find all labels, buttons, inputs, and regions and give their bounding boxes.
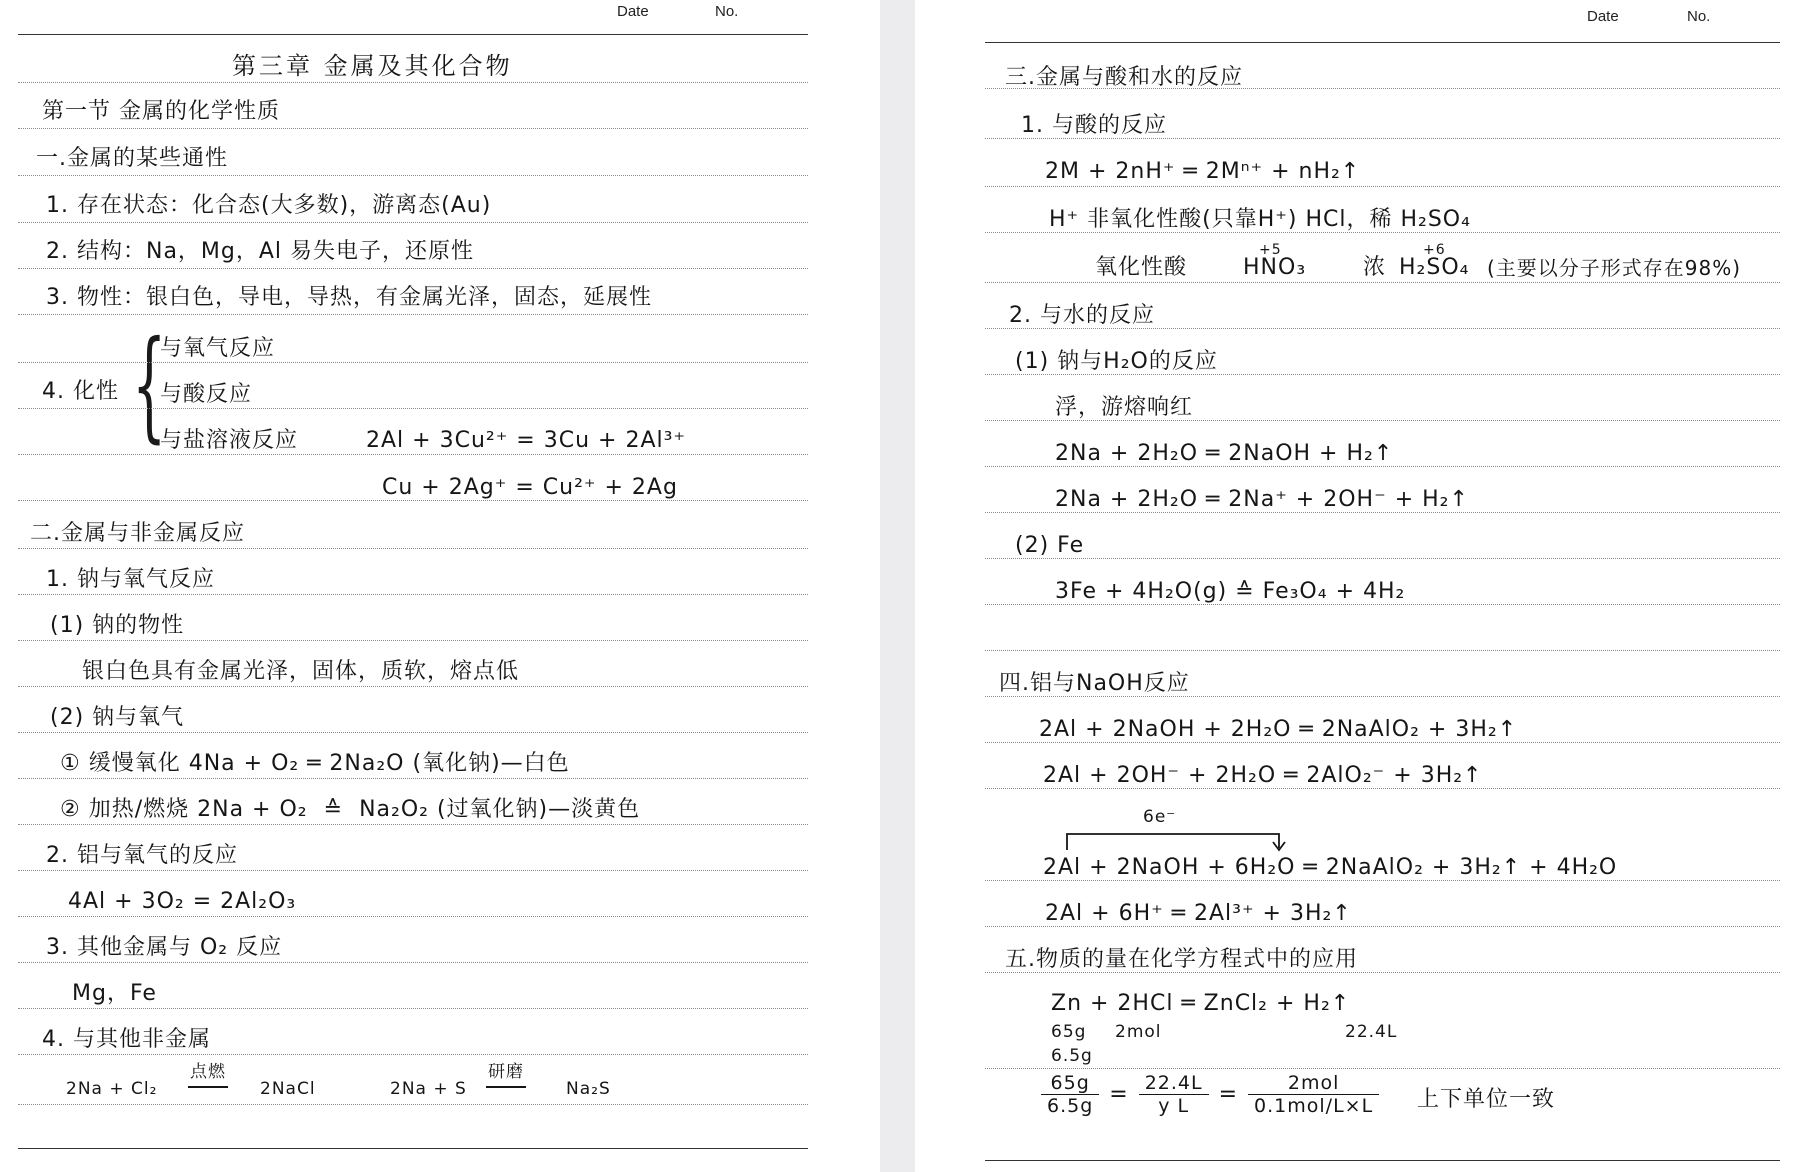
notebook-page-left: [0, 0, 880, 1172]
equals-sign: =: [1218, 1081, 1239, 1107]
chapter-title: 第三章 金属及其化合物: [232, 52, 513, 80]
note-line: 2. 结构：Na，Mg，Al 易失电子，还原性: [46, 239, 475, 264]
proportion-equation: [1041, 1072, 1379, 1117]
fraction-denominator: y L: [1158, 1095, 1190, 1117]
equation: 2Al + 6H⁺ ═ 2Al³⁺ + 3H₂↑: [1045, 901, 1352, 926]
subheading: (1) 钠与H₂O的反应: [1015, 349, 1218, 374]
oxidation-state: +6: [1423, 242, 1446, 258]
chem-properties-label: 4. 化性: [42, 379, 119, 404]
fraction-numerator: 2mol: [1248, 1072, 1379, 1095]
ruled-line: [18, 454, 808, 455]
equation: Na₂S: [566, 1079, 611, 1099]
ruled-line: [985, 466, 1780, 467]
equation: 2Al + 2NaOH + 6H₂O ═ 2NaAlO₂ + 3H₂↑ + 4H₂O: [1043, 855, 1618, 880]
ruled-line: [985, 282, 1780, 283]
heading-1: 一.金属的某些通性: [36, 146, 228, 171]
note-line: 3. 物性：银白色，导电，导热，有金属光泽，固态，延展性: [46, 285, 652, 310]
note-line: 浮，游熔响红: [1055, 395, 1194, 420]
equation: 2NaCl: [260, 1079, 316, 1099]
subheading: (2) Fe: [1015, 533, 1085, 558]
ruled-line: [985, 696, 1780, 697]
ruled-line: [18, 1008, 808, 1009]
acid-formula: H₂SO₄: [1399, 255, 1470, 280]
ruled-line: [985, 742, 1780, 743]
reaction-condition: 点燃: [188, 1058, 228, 1088]
equation: 2Na + Cl₂: [66, 1079, 158, 1099]
quantity: 2mol: [1115, 1022, 1162, 1042]
ruled-line: [985, 186, 1780, 187]
electron-transfer-arrow-icon: [1065, 830, 1295, 854]
ruled-line: [18, 314, 808, 315]
ruled-line: [985, 374, 1780, 375]
ruled-line: [985, 328, 1780, 329]
date-label: Date: [617, 3, 649, 20]
ruled-line: [18, 640, 808, 641]
equation: 2Al + 2NaOH + 2H₂O ═ 2NaAlO₂ + 3H₂↑: [1039, 717, 1518, 742]
fraction: [1248, 1072, 1379, 1117]
subheading: 2. 铝与氧气的反应: [46, 843, 238, 868]
fraction-numerator: 22.4L: [1139, 1072, 1209, 1095]
footer-rule: [985, 1160, 1780, 1161]
note-line: (主要以分子形式存在98%): [1487, 256, 1742, 280]
concentrated-label: 浓: [1363, 255, 1387, 280]
acid-formula: HNO₃: [1243, 255, 1307, 280]
ruled-line: [18, 1104, 808, 1105]
fraction-denominator: 0.1mol/L×L: [1254, 1095, 1374, 1117]
subheading: 1. 与酸的反应: [1021, 113, 1167, 138]
equation: 2M + 2nH⁺ ═ 2Mⁿ⁺ + nH₂↑: [1045, 159, 1361, 184]
ruled-line: [18, 548, 808, 549]
equation: 4Al + 3O₂ = 2Al₂O₃: [68, 889, 297, 914]
ruled-line: [18, 962, 808, 963]
ruled-line: [985, 512, 1780, 513]
header-rule: [985, 42, 1780, 43]
no-label: No.: [715, 3, 739, 20]
equation: Cu + 2Ag⁺ = Cu²⁺ + 2Ag: [382, 475, 678, 500]
section-title: 第一节 金属的化学性质: [42, 99, 280, 124]
ruled-line: [18, 594, 808, 595]
ruled-line: [18, 82, 808, 83]
ruled-line: [985, 604, 1780, 605]
equation: 2Al + 2OH⁻ + 2H₂O ═ 2AlO₂⁻ + 3H₂↑: [1043, 763, 1483, 788]
subheading: (1) 钠的物性: [50, 613, 185, 638]
heading-3: 三.金属与酸和水的反应: [1005, 65, 1243, 90]
ruled-line: [985, 972, 1780, 973]
oxidation-state: +5: [1259, 242, 1282, 258]
ruled-line: [18, 1054, 808, 1055]
quantity: 6.5g: [1051, 1046, 1093, 1066]
brace-icon: {: [132, 316, 167, 455]
no-label: No.: [1687, 8, 1711, 25]
chem-item: 与酸反应: [160, 382, 253, 407]
notebook-page-right: [915, 0, 1800, 1172]
ruled-line: [18, 824, 808, 825]
ruled-line: [18, 916, 808, 917]
equation: 2Na + 2H₂O ═ 2NaOH + H₂↑: [1055, 441, 1394, 466]
ruled-line: [18, 408, 808, 409]
equation: [60, 796, 640, 824]
equation: Zn + 2HCl ═ ZnCl₂ + H₂↑: [1051, 991, 1351, 1016]
header-rule: [18, 34, 808, 35]
ruled-line: [18, 732, 808, 733]
note-line: 银白色具有金属光泽，固体，质软，熔点低: [82, 659, 520, 684]
ruled-line: [985, 138, 1780, 139]
subheading: 1. 钠与氧气反应: [46, 567, 215, 592]
fraction-numerator: 65g: [1041, 1072, 1099, 1095]
ruled-line: [18, 686, 808, 687]
ruled-line: [985, 558, 1780, 559]
ruled-line: [985, 788, 1780, 789]
note-line: 上下单位一致: [1417, 1087, 1556, 1112]
ruled-line: [18, 222, 808, 223]
ruled-line: [18, 500, 808, 501]
ruled-line: [985, 880, 1780, 881]
ruled-line: [985, 232, 1780, 233]
equation: 2Al + 3Cu²⁺ = 3Cu + 2Al³⁺: [366, 428, 687, 453]
oxidizing-acid-label: 氧化性酸: [1095, 255, 1188, 280]
ruled-line: [18, 778, 808, 779]
heating-symbol: ≙: [323, 797, 344, 822]
note-line: Mg，Fe: [72, 981, 157, 1006]
subheading: 2. 与水的反应: [1009, 303, 1155, 328]
quantity: 22.4L: [1345, 1022, 1398, 1042]
ruled-line: [985, 420, 1780, 421]
equation-right: Na₂O₂ (过氧化钠)—淡黄色: [359, 797, 641, 822]
ruled-line: [985, 1068, 1780, 1069]
heading-2: 二.金属与非金属反应: [30, 521, 245, 546]
fraction-denominator: 6.5g: [1047, 1095, 1094, 1117]
reaction-condition: 研磨: [486, 1058, 526, 1088]
ruled-line: [985, 88, 1780, 89]
electron-transfer-label: 6e⁻: [1143, 807, 1177, 827]
fraction: [1041, 1072, 1099, 1117]
ruled-line: [985, 926, 1780, 927]
footer-rule: [18, 1148, 808, 1149]
page-gutter: [880, 0, 915, 1172]
equation: 3Fe + 4H₂O(g) ≙ Fe₃O₄ + 4H₂: [1055, 579, 1406, 604]
note-line: H⁺ 非氧化性酸(只靠H⁺) HCl，稀 H₂SO₄: [1049, 207, 1471, 232]
equals-sign: =: [1109, 1081, 1129, 1107]
subheading: 3. 其他金属与 O₂ 反应: [46, 935, 283, 960]
heading-4: 四.铝与NaOH反应: [999, 671, 1190, 696]
quantity: 65g: [1051, 1022, 1087, 1042]
date-label: Date: [1587, 8, 1619, 25]
ruled-line: [18, 128, 808, 129]
note-line: 1. 存在状态：化合态(大多数)，游离态(Au): [46, 193, 492, 218]
heading-5: 五.物质的量在化学方程式中的应用: [1005, 947, 1358, 972]
subheading: 4. 与其他非金属: [42, 1027, 211, 1052]
chem-item: 与氧气反应: [160, 336, 276, 361]
ruled-line: [985, 650, 1780, 651]
ruled-line: [18, 268, 808, 269]
equation-left: ② 加热/燃烧 2Na + O₂: [60, 797, 308, 822]
equation: 2Na + S: [390, 1079, 467, 1099]
ruled-line: [18, 175, 808, 176]
equation: ① 缓慢氧化 4Na + O₂ ═ 2Na₂O (氧化钠)—白色: [60, 751, 570, 776]
fraction: [1139, 1072, 1209, 1117]
chem-item: 与盐溶液反应: [160, 428, 299, 453]
equation: 2Na + 2H₂O ═ 2Na⁺ + 2OH⁻ + H₂↑: [1055, 487, 1469, 512]
subheading: (2) 钠与氧气: [50, 705, 185, 730]
ruled-line: [18, 870, 808, 871]
ruled-line: [18, 362, 808, 363]
